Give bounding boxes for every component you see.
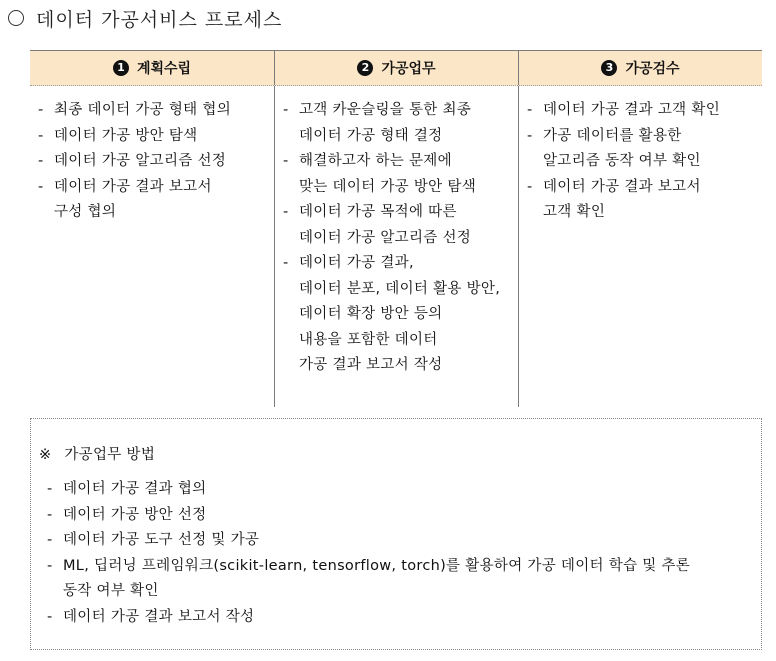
column-inspection: [518, 86, 762, 407]
header-label: 가공업무: [381, 61, 436, 77]
list-item: - 데이터 가공 알고리즘 선정: [38, 149, 274, 175]
list-item: - 데이터 가공 결과 협의: [47, 477, 761, 503]
note-title: [39, 443, 761, 467]
method-note-box: [30, 418, 762, 650]
number-1-icon: 1: [113, 60, 129, 76]
process-table: [30, 50, 762, 406]
number-2-icon: 2: [357, 60, 373, 76]
table-body-row: [30, 86, 762, 407]
column-processing: [274, 86, 518, 407]
list-item: - 최종 데이터 가공 형태 협의: [38, 98, 274, 124]
header-inspection: [518, 51, 762, 85]
list-item: - 데이터 가공 결과 고객 확인: [527, 98, 762, 124]
list-item: - 데이터 가공 결과 보고서 작성: [47, 605, 761, 631]
bullet-list: [38, 98, 274, 226]
header-label: 가공검수: [625, 61, 680, 77]
note-title-text: 가공업무 방법: [64, 447, 156, 463]
number-3-icon: 3: [601, 60, 617, 76]
bullet-list: [283, 98, 518, 379]
list-item: - 데이터 가공 결과 보고서 고객 확인: [527, 175, 762, 226]
table-header-row: [30, 51, 762, 86]
list-item: - 데이터 가공 방안 선정: [47, 503, 761, 529]
header-planning: [30, 51, 274, 85]
list-item: - 데이터 가공 방안 탐색: [38, 124, 274, 150]
reference-mark-icon: ※: [39, 447, 52, 463]
list-item: - 고객 카운슬링을 통한 최종 데이터 가공 형태 결정: [283, 98, 518, 149]
list-item: - ML, 딥러닝 프레임워크(scikit-learn, tensorflow, torch)를 활용하여 가공 데이터 학습 및 추론 동작 여부 확인: [47, 554, 761, 605]
list-item: - 데이터 가공 도구 선정 및 가공: [47, 528, 761, 554]
column-planning: [30, 86, 274, 407]
header-processing: [274, 51, 518, 85]
circle-icon: [8, 10, 24, 26]
bullet-list: [527, 98, 762, 226]
header-label: 계획수립: [136, 61, 192, 77]
list-item: - 데이터 가공 결과, 데이터 분포, 데이터 활용 방안, 데이터 확장 방안 등의 내용을 포함한 데이터 가공 결과 보고서 작성: [283, 251, 518, 379]
list-item: - 데이터 가공 목적에 따른 데이터 가공 알고리즘 선정: [283, 200, 518, 251]
list-item: - 가공 데이터를 활용한 알고리즘 동작 여부 확인: [527, 124, 762, 175]
list-item: - 해결하고자 하는 문제에 맞는 데이터 가공 방안 탐색: [283, 149, 518, 200]
list-item: - 데이터 가공 결과 보고서 구성 협의: [38, 175, 274, 226]
page-title: [8, 4, 282, 32]
bullet-list: [39, 477, 761, 630]
page-title-text: 데이터 가공서비스 프로세스: [36, 8, 283, 31]
